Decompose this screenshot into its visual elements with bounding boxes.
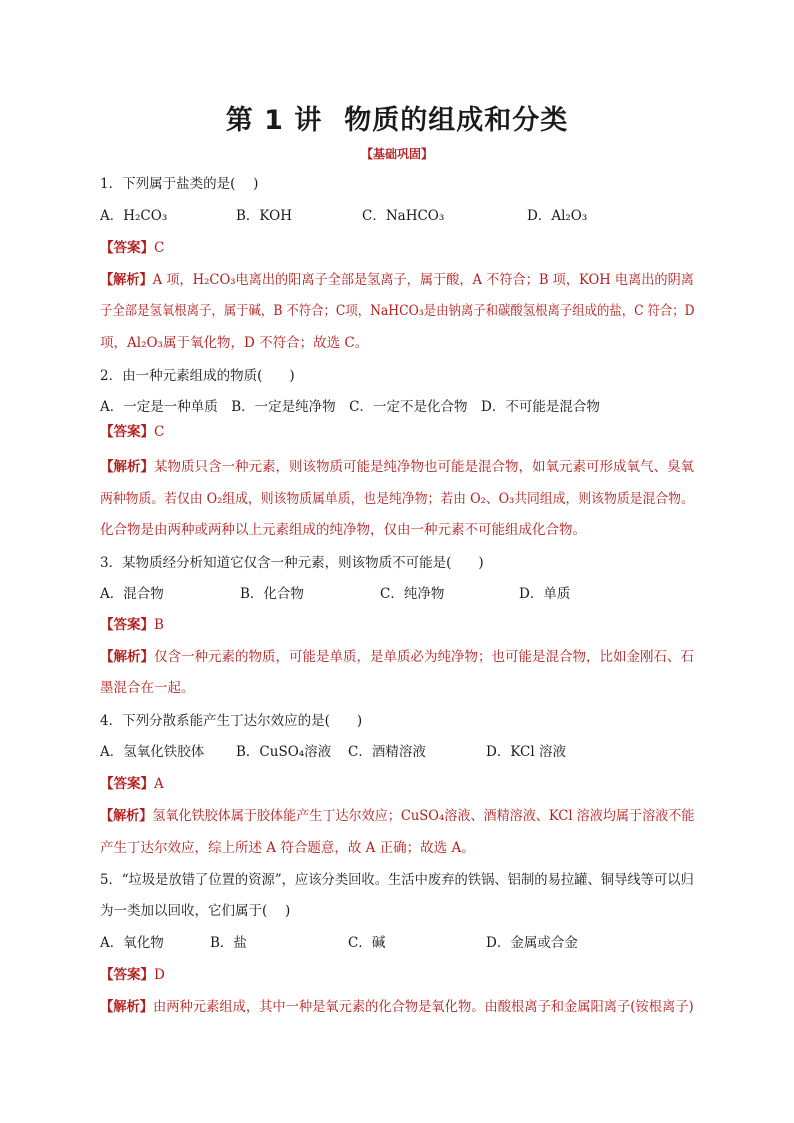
q2-analysis-line-3: 化合物是由两种或两种以上元素组成的纯净物，仅由一种元素不可能组成化合物。 — [100, 522, 586, 538]
analysis-tag: 【解析】 — [100, 649, 154, 665]
q1-option-b: B．KOH — [236, 208, 292, 224]
q4-analysis-text-1: 氢氧化铁胶体属于胶体能产生丁达尔效应；CuSO₄溶液、酒精溶液、KCl 溶液均属于溶液不能 — [152, 808, 695, 824]
q1-option-c: C．NaHCO₃ — [362, 208, 445, 224]
answer-tag: 【答案】 — [100, 424, 154, 440]
q3-analysis-text-1: 仅含一种元素的物质，可能是单质，是单质必为纯净物；也可能是混合物，比如金刚石、石 — [154, 649, 694, 665]
q2-analysis-line-2: 两种物质。若仅由 O₂组成，则该物质属单质，也是纯净物；若由 O₂、O₃共同组成，则该物质是混合物。 — [100, 491, 694, 507]
q1-analysis-text-1: A 项，H₂CO₃电离出的阳离子全部是氢离子，属于酸，A 不符合；B 项，KOH 电离出的阴离 — [152, 272, 694, 288]
analysis-tag: 【解析】 — [100, 808, 153, 824]
q4-analysis-line-1 — [100, 806, 694, 826]
q5-option-d: D．金属或合金 — [486, 935, 578, 951]
q2-answer — [100, 422, 164, 442]
q1-analysis-line-2: 子全部是氢氧根离子，属于碱，B 不符合；C项，NaHCO₃是由钠离子和碳酸氢根离子组成的盐，C 符合；D — [100, 303, 695, 319]
q3-option-d: D．单质 — [519, 586, 571, 602]
title-topic: 物质的组成和分类 — [344, 105, 569, 136]
q4-option-b: B．CuSO₄溶液 — [236, 744, 332, 760]
q5-analysis-text-1: 由两种元素组成，其中一种是氧元素的化合物是氧化物。由酸根离子和金属阳离子(铵根离子) — [153, 999, 694, 1015]
q1-stem: 1．下列属于盐类的是( ) — [100, 176, 259, 192]
q2-options: A．一定是一种单质 B．一定是纯净物 C．一定不是化合物 D．不可能是混合物 — [100, 399, 600, 415]
q3-option-c: C．纯净物 — [380, 586, 445, 602]
q1-answer — [100, 238, 164, 258]
q1-analysis-line-1 — [100, 270, 694, 290]
q3-option-a: A．混合物 — [100, 586, 164, 602]
page-title — [0, 98, 794, 137]
q2-stem: 2．由一种元素组成的物质( ) — [100, 368, 295, 384]
answer-tag: 【答案】 — [100, 617, 154, 633]
q1-option-d: D．Al₂O₃ — [527, 208, 588, 224]
q4-option-a: A．氢氧化铁胶体 — [100, 744, 205, 760]
q5-analysis-line-1 — [100, 997, 694, 1017]
q2-analysis-text-1: 某物质只含一种元素，则该物质可能是纯净物也可能是混合物，如氧元素可形成氧气、臭氧 — [154, 459, 694, 475]
q4-option-c: C．酒精溶液 — [348, 744, 426, 760]
q2-answer-value: C — [154, 424, 165, 440]
answer-tag: 【答案】 — [100, 967, 154, 983]
q3-analysis-line-1 — [100, 647, 694, 667]
analysis-tag: 【解析】 — [100, 272, 153, 288]
q3-analysis-line-2: 墨混合在一起。 — [100, 680, 195, 696]
section-tag: 【基础巩固】 — [360, 147, 433, 161]
q4-answer — [100, 774, 164, 794]
q4-answer-value: A — [154, 776, 164, 792]
q5-stem-line-2: 为一类加以回收，它们属于( ) — [100, 903, 291, 919]
title-lecture-number: 第 1 讲 — [225, 105, 323, 136]
q3-answer — [100, 615, 164, 635]
q5-option-b: B．盐 — [210, 935, 247, 951]
q5-option-a: A．氧化物 — [100, 935, 164, 951]
q4-stem: 4．下列分散系能产生丁达尔效应的是( ) — [100, 713, 363, 729]
q5-answer — [100, 965, 165, 985]
q1-option-a: A．H₂CO₃ — [100, 208, 168, 224]
q1-answer-value: C — [154, 240, 165, 256]
q4-option-d: D．KCl 溶液 — [486, 744, 566, 760]
q5-answer-value: D — [154, 967, 165, 983]
q3-option-b: B．化合物 — [240, 586, 304, 602]
answer-tag: 【答案】 — [100, 240, 154, 256]
q5-stem-line-1: 5．“垃圾是放错了位置的资源”，应该分类回收。生活中废弃的铁锅、铝制的易拉罐、铜导线等可以归 — [100, 872, 694, 888]
q5-option-c: C．碱 — [348, 935, 386, 951]
q1-analysis-line-3: 项，Al₂O₃属于氧化物，D 不符合；故选 C。 — [100, 335, 369, 351]
analysis-tag: 【解析】 — [100, 999, 154, 1015]
q3-stem: 3．某物质经分析知道它仅含一种元素，则该物质不可能是( ) — [100, 555, 484, 571]
analysis-tag: 【解析】 — [100, 459, 154, 475]
q3-answer-value: B — [154, 617, 164, 633]
answer-tag: 【答案】 — [100, 776, 154, 792]
q4-analysis-line-2: 产生丁达尔效应，综上所述 A 符合题意，故 A 正确；故选 A。 — [100, 840, 475, 856]
q2-analysis-line-1 — [100, 457, 694, 477]
